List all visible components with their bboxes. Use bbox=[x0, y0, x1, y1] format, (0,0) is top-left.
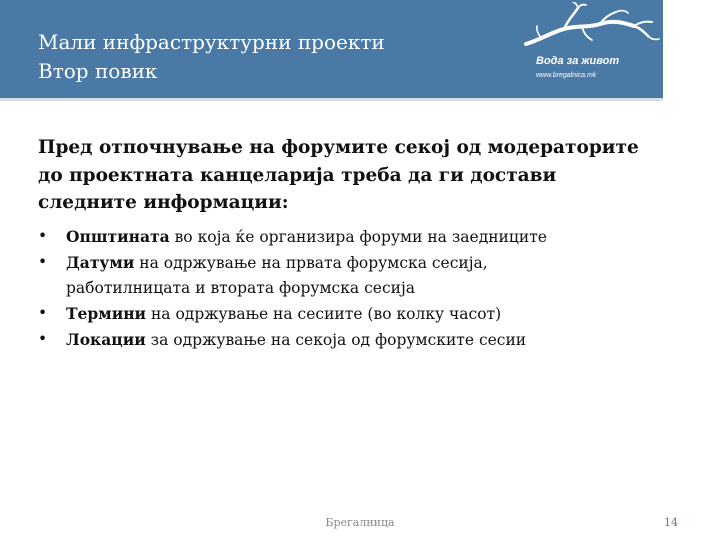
bullet-dot-icon: • bbox=[38, 227, 48, 245]
bullet-term: Термини bbox=[66, 304, 147, 323]
bullet-text: за одржување на секоја од форумските сесии bbox=[145, 331, 527, 349]
slide-title bbox=[38, 28, 538, 86]
header-band bbox=[0, 0, 663, 101]
logo-tagline: Вода за живот bbox=[536, 55, 620, 67]
bullet-dot-icon: • bbox=[38, 330, 48, 348]
bullet-dot-icon: • bbox=[38, 304, 48, 322]
lead-line-1: Пред отпочнување на форумите секој од модераторите bbox=[38, 137, 639, 158]
bullet-dot-icon: • bbox=[38, 253, 48, 271]
title-line-1: Мали инфраструктурни проекти bbox=[38, 30, 385, 54]
info-bullet-list bbox=[38, 224, 698, 353]
bullet-term: Датуми bbox=[66, 253, 135, 272]
bullet-item-dates bbox=[38, 250, 698, 301]
lead-line-2: до проектната канцеларија треба да ги достави bbox=[38, 164, 557, 186]
bullet-item-times bbox=[38, 301, 698, 327]
river-tree-logo-icon bbox=[522, 2, 663, 62]
bullet-text: во која ќе организира форуми на заедниците bbox=[169, 228, 547, 246]
bullet-item-locations bbox=[38, 327, 698, 353]
bullet-text-continued: работилницата и втората форумска сесија bbox=[66, 279, 415, 297]
bullet-item-municipality bbox=[38, 224, 698, 250]
lead-line-3: следните информации: bbox=[38, 192, 289, 213]
bregalnica-logo bbox=[522, 2, 663, 98]
page-number: 14 bbox=[664, 516, 678, 529]
lead-paragraph bbox=[38, 134, 720, 217]
logo-website: www.bregalnica.mk bbox=[536, 72, 597, 79]
bullet-text: на одржување на првата форумска сесија, bbox=[134, 254, 488, 272]
bullet-term: Општината bbox=[66, 227, 170, 246]
bullet-text: на одржување на сесиите (во колку часот) bbox=[146, 305, 502, 323]
title-line-2: Втор повик bbox=[38, 59, 158, 83]
footer-label: Брегалница bbox=[325, 516, 395, 529]
bullet-term: Локации bbox=[66, 330, 146, 349]
